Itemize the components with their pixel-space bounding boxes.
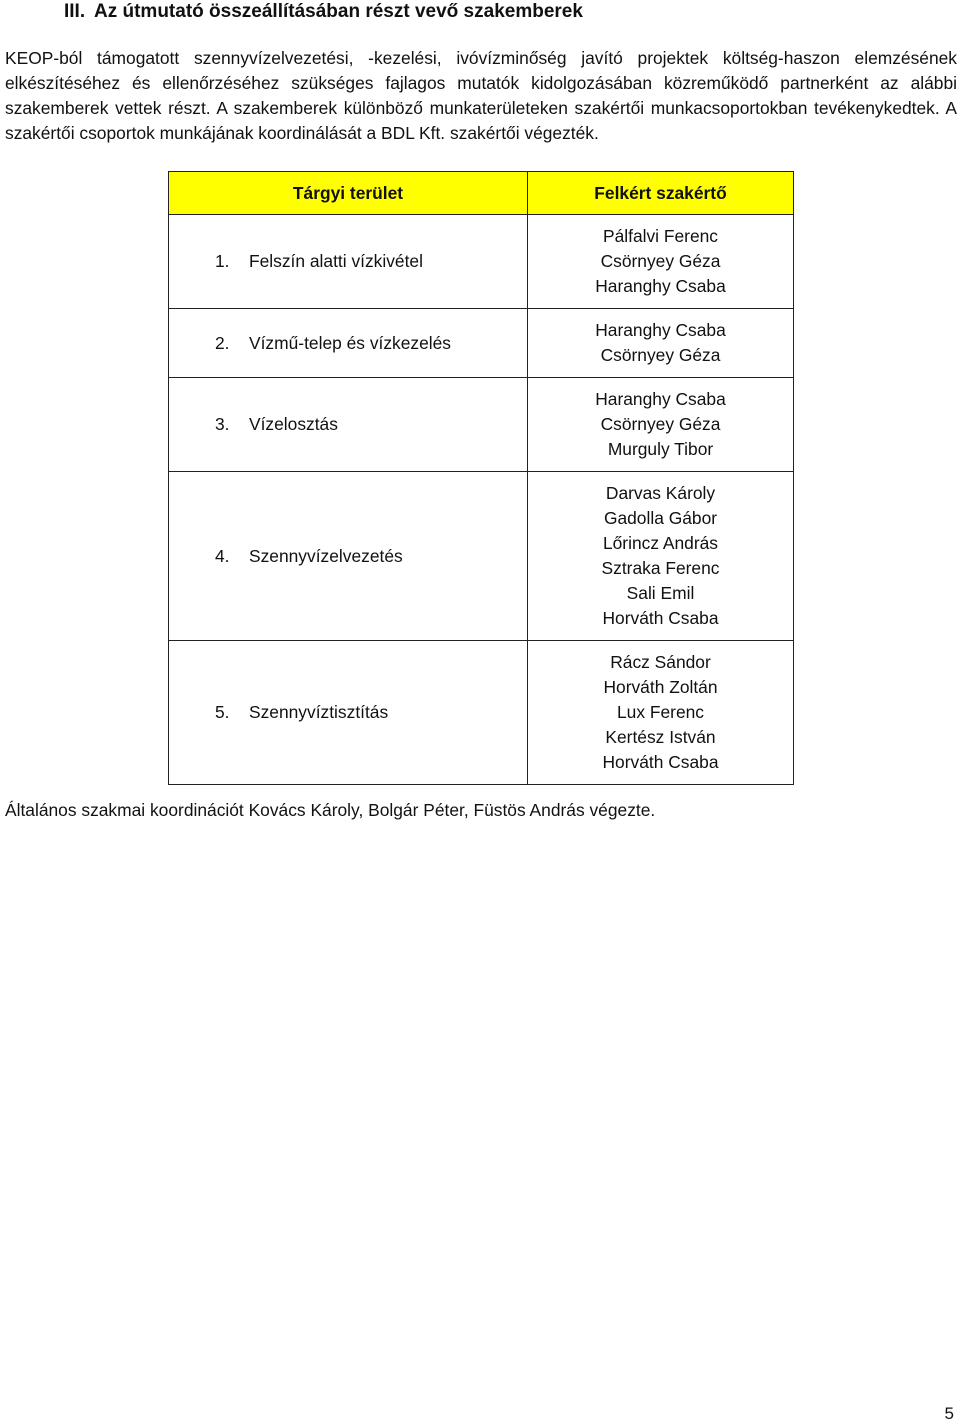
area-number: 4. xyxy=(215,545,230,566)
area-cell xyxy=(169,641,528,785)
expert-name: Lux Ferenc xyxy=(617,702,704,722)
expert-name: Murguly Tibor xyxy=(607,439,714,459)
header-experts: Felkért szakértő xyxy=(528,172,794,215)
expert-name: Haranghy Csaba xyxy=(595,320,726,340)
table-row xyxy=(169,378,794,472)
intro-line: elkészítéséhez és ellenőrzéséhez szükséges fajlagos mutatók kidolgozásában közreműködő partnerként az alábbi xyxy=(5,73,957,93)
expert-name: Kertész István xyxy=(605,727,716,747)
header-area: Tárgyi terület xyxy=(169,172,528,215)
section-heading xyxy=(64,0,583,24)
area-label: Szennyvíztisztítás xyxy=(249,702,389,722)
area-number: 2. xyxy=(215,332,230,353)
area-label: Vízmű-telep és vízkezelés xyxy=(249,332,452,353)
page-number: 5 xyxy=(944,1404,954,1423)
area-number: 3. xyxy=(215,414,230,434)
expert-name: Csörnyey Géza xyxy=(600,414,721,434)
area-label: Vízelosztás xyxy=(249,414,338,434)
intro-line: szakemberek vettek részt. A szakemberek különböző munkaterületeken szakértői munkacsoportokban tevékenykedtek. A xyxy=(5,98,957,118)
area-cell xyxy=(169,378,528,472)
table-row xyxy=(169,215,794,309)
area-cell xyxy=(169,215,528,309)
area-number: 1. xyxy=(215,251,230,271)
experts-table xyxy=(168,171,794,785)
section-number: III. xyxy=(64,1,86,22)
footer-note: Általános szakmai koordinációt Kovács Károly, Bolgár Péter, Füstös András végezte. xyxy=(5,800,656,820)
expert-name: Haranghy Csaba xyxy=(595,389,726,409)
table-header-row xyxy=(169,172,794,215)
table-row xyxy=(169,641,794,785)
expert-name: Csörnyey Géza xyxy=(600,251,721,271)
expert-name: Pálfalvi Ferenc xyxy=(602,226,719,246)
area-label: Felszín alatti vízkivétel xyxy=(249,251,423,271)
expert-name: Csörnyey Géza xyxy=(600,345,721,365)
intro-line: szakértői csoportok munkájának koordinálását a BDL Kft. szakértői végezték. xyxy=(5,123,599,143)
expert-name: Gadolla Gábor xyxy=(603,508,718,528)
area-cell xyxy=(169,472,528,641)
expert-name: Darvas Károly xyxy=(605,483,716,503)
expert-name: Horváth Csaba xyxy=(602,752,719,772)
experts-cell xyxy=(528,472,794,641)
area-label: Szennyvízelvezetés xyxy=(249,545,403,566)
area-number: 5. xyxy=(215,702,230,722)
table-body xyxy=(169,215,794,785)
experts-cell xyxy=(528,378,794,472)
table-row xyxy=(169,309,794,378)
section-title: Az útmutató összeállításában részt vevő szakemberek xyxy=(94,1,583,22)
expert-name: Rácz Sándor xyxy=(610,652,711,672)
table-row xyxy=(169,472,794,641)
expert-name: Haranghy Csaba xyxy=(595,276,726,296)
intro-paragraph xyxy=(5,46,957,146)
intro-line: KEOP-ból támogatott szennyvízelvezetési, -kezelési, ivóvízminőség javító projektek költség-haszon elemzésének xyxy=(5,48,957,68)
experts-cell xyxy=(528,641,794,785)
expert-name: Sali Emil xyxy=(626,583,695,603)
expert-name: Lőrincz András xyxy=(602,533,719,553)
expert-name: Horváth Csaba xyxy=(602,608,719,628)
expert-name: Horváth Zoltán xyxy=(603,677,718,697)
expert-name: Sztraka Ferenc xyxy=(601,558,720,578)
area-cell xyxy=(169,309,528,378)
experts-cell xyxy=(528,309,794,378)
experts-cell xyxy=(528,215,794,309)
